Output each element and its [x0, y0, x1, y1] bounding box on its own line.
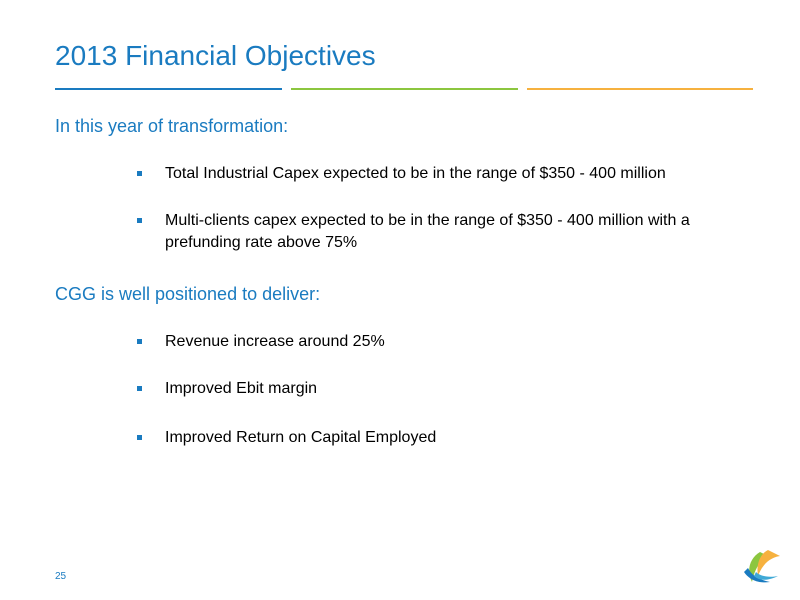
page-number: 25 — [55, 571, 67, 582]
square-bullet-icon — [137, 218, 142, 223]
cgg-logo-icon — [740, 546, 786, 586]
bullet-text: Multi-clients capex expected to be in the range of $350 - 400 million with a prefunding rate above 75% — [165, 212, 690, 251]
title-divider-green — [291, 88, 518, 90]
section-heading-transformation: In this year of transformation: — [55, 116, 289, 136]
section-heading-deliver: CGG is well positioned to deliver: — [55, 284, 321, 304]
bullet-item-multiclient-capex — [137, 210, 705, 254]
bullet-item-ebit — [137, 378, 745, 400]
square-bullet-icon — [137, 171, 142, 176]
bullet-text: Revenue increase around 25% — [165, 333, 385, 350]
title-divider-orange — [527, 88, 753, 90]
bullet-text: Improved Ebit margin — [165, 380, 318, 397]
bullet-item-roce — [137, 427, 745, 449]
bullet-text: Improved Return on Capital Employed — [165, 429, 437, 446]
square-bullet-icon — [137, 435, 142, 440]
bullet-text: Total Industrial Capex expected to be in the range of $350 - 400 million — [165, 165, 666, 182]
square-bullet-icon — [137, 386, 142, 391]
bullet-item-revenue — [137, 331, 745, 353]
slide-title: 2013 Financial Objectives — [55, 40, 376, 71]
square-bullet-icon — [137, 339, 142, 344]
bullet-item-industrial-capex — [137, 163, 745, 185]
title-divider-blue — [55, 88, 282, 90]
